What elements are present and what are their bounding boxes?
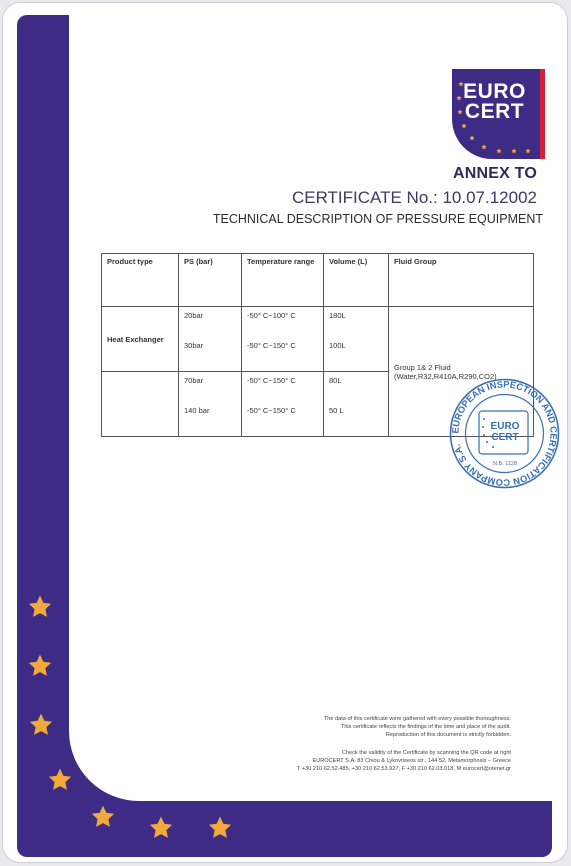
- product-type-cell: Heat Exchanger: [102, 307, 179, 372]
- ps-cell: [179, 307, 242, 372]
- logo-star-icon: [456, 95, 462, 101]
- volume-value: 80L: [329, 376, 342, 385]
- column-header: PS (bar): [179, 254, 242, 307]
- temperature-cell: [242, 372, 324, 437]
- star-icon: [207, 815, 233, 841]
- footer-disclaimer: [203, 716, 511, 739]
- fluid-group-cell: Group 1& 2 Fluid (Water,R32,R410A,R290,CO2): [389, 307, 534, 437]
- star-icon: [90, 804, 116, 830]
- logo-word-euro: EURO: [463, 80, 526, 103]
- volume-value: 180L: [329, 311, 346, 320]
- ps-value: 20bar: [184, 311, 204, 320]
- star-icon: [148, 815, 174, 841]
- logo-star-icon: [511, 148, 517, 154]
- eurocert-logo: [452, 69, 545, 159]
- temperature-value: -50° C~150° C: [247, 341, 296, 350]
- certificate-number: CERTIFICATE No.: 10.07.12002: [291, 188, 537, 207]
- volume-value: 50 L: [329, 406, 344, 415]
- ps-value: 140 bar: [184, 406, 210, 415]
- stamp-ring-text: EUROPEAN INSPECTION AND CERTIFICATION COMPANY S.A.: [450, 379, 559, 488]
- certificate-page: [2, 2, 568, 863]
- column-header: Product type: [102, 254, 179, 307]
- temperature-value: -50° C~150° C: [247, 376, 296, 385]
- footer-contact: [203, 750, 511, 773]
- volume-cell: [324, 372, 389, 437]
- logo-word-cert: CERT: [464, 100, 525, 123]
- footer-line: Check the validity of the Certificate by scanning the QR code at right: [341, 750, 511, 756]
- temperature-cell: [242, 307, 324, 372]
- volume-value: 100L: [329, 341, 346, 350]
- stamp-notified-body: N.B. 1128: [492, 461, 518, 467]
- empty-cell: [102, 372, 179, 437]
- certification-stamp: [448, 377, 561, 490]
- table-header-row: [102, 254, 534, 307]
- temperature-value: -50° C~100° C: [247, 311, 296, 320]
- ps-value: 30bar: [184, 341, 204, 350]
- annex-title: ANNEX TO: [453, 165, 537, 182]
- ps-value: 70bar: [184, 376, 204, 385]
- ps-cell: [179, 372, 242, 437]
- stamp-word-cert: CERT: [491, 432, 519, 443]
- column-header: Volume (L): [324, 254, 389, 307]
- logo-star-icon: [469, 135, 475, 141]
- logo-red-stripe: [540, 69, 545, 159]
- logo-star-icon: [496, 148, 502, 154]
- temperature-value: -50° C~150° C: [247, 406, 296, 415]
- volume-cell: [324, 307, 389, 372]
- star-icon: [27, 594, 53, 620]
- logo-star-icon: [525, 148, 531, 154]
- document-subtitle: TECHNICAL DESCRIPTION OF PRESSURE EQUIPMENT: [212, 212, 543, 226]
- footer-line: Reproduction of this document is strictly forbidden.: [385, 731, 511, 738]
- table-row: [102, 307, 534, 372]
- footer-line: T +30 210 62.52.485, +30 210 62.53.927, F +30 210 62.03.018, M eurocert@otenet.gr: [296, 765, 511, 772]
- column-header: Temperature range: [242, 254, 324, 307]
- footer-line: EUROCERT S.A. 83 Chiou & Lykovriseos str., 144 52, Metamorphosis – Greece: [312, 757, 511, 764]
- star-icon: [47, 767, 73, 793]
- logo-star-icon: [458, 81, 464, 87]
- logo-star-icon: [461, 123, 467, 129]
- stamp-word-euro: EURO: [490, 421, 520, 432]
- star-icon: [28, 712, 54, 738]
- star-icon: [27, 653, 53, 679]
- footer-line: The data of this certificate were gathered with every possible thoroughness.: [323, 716, 511, 722]
- column-header: Fluid Group: [389, 254, 534, 307]
- footer-line: This certificate reflects the findings of the time and place of the audit.: [340, 723, 511, 730]
- logo-star-icon: [481, 144, 487, 150]
- logo-star-icon: [457, 109, 463, 115]
